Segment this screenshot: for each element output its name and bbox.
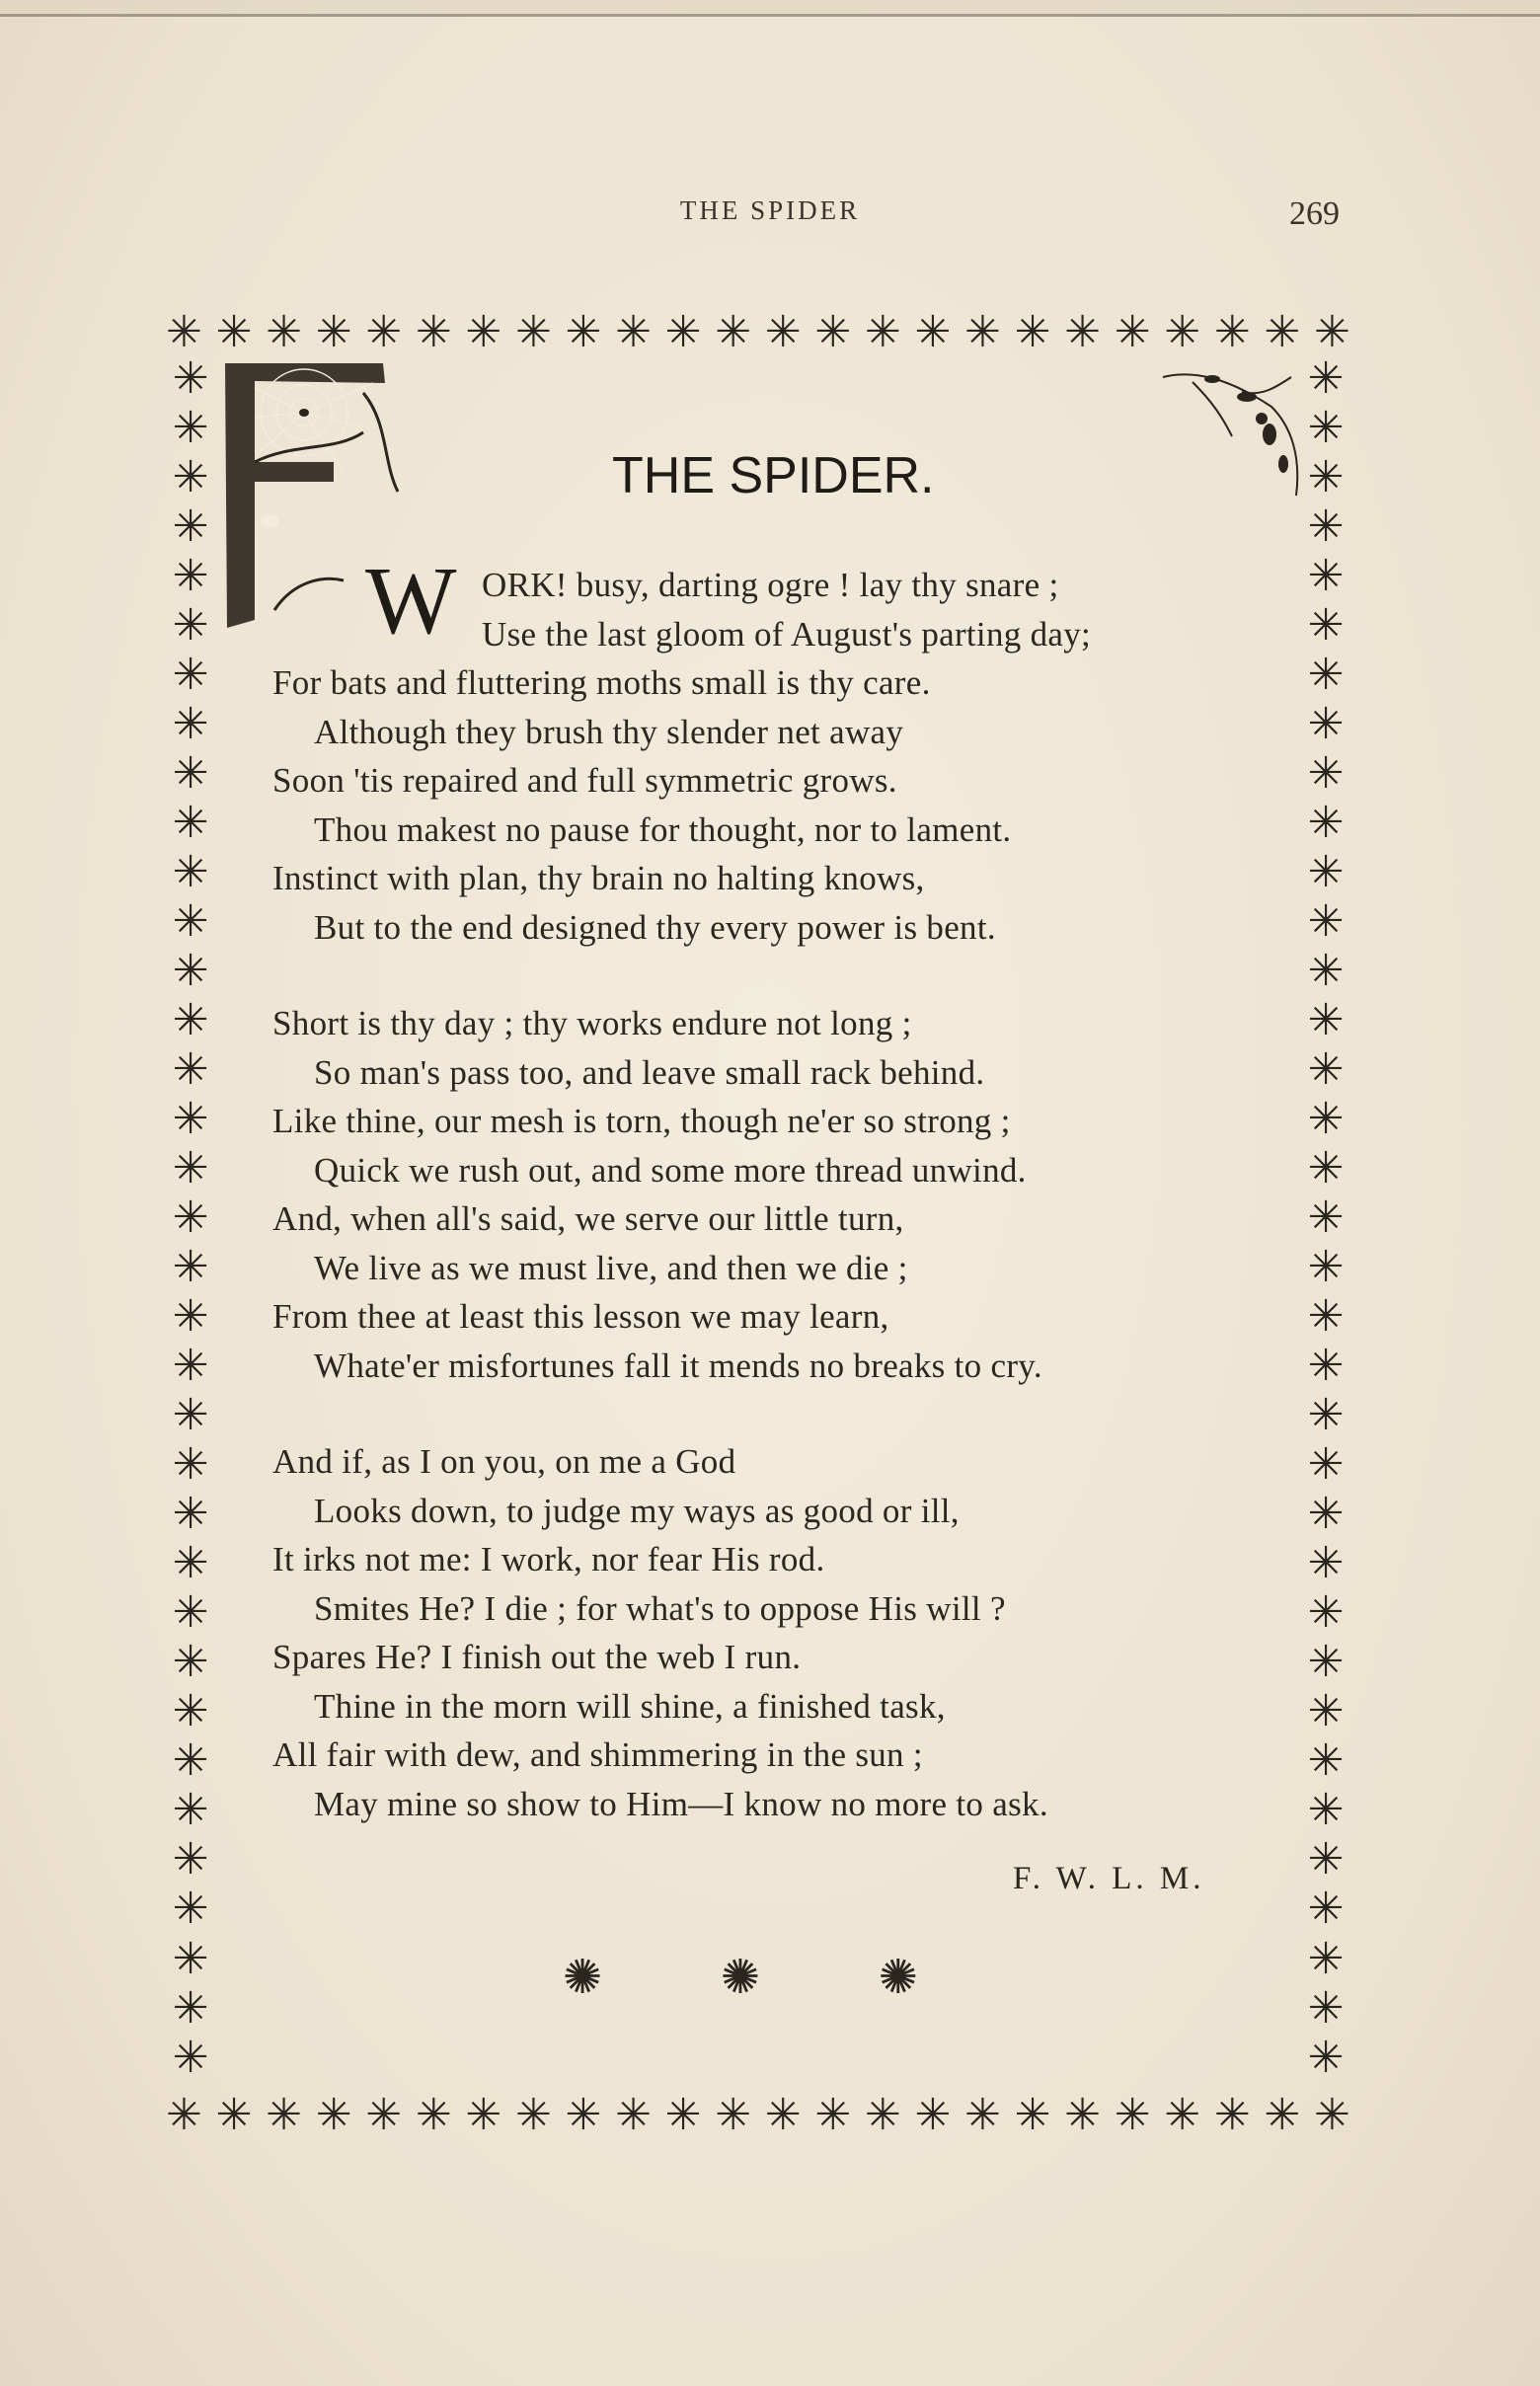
border-star-icon: ✳ — [1307, 2032, 1345, 2083]
border-star-icon: ✳ — [166, 307, 202, 357]
border-star-icon: ✳ — [172, 896, 209, 948]
border-star-icon: ✳ — [1307, 995, 1345, 1046]
border-star-icon: ✳ — [964, 307, 1001, 357]
border-star-icon: ✳ — [266, 307, 302, 357]
border-star-icon: ✳ — [1307, 452, 1345, 503]
border-star-icon: ✳ — [914, 307, 952, 357]
poem-signature: F. W. L. M. — [1013, 1861, 1205, 1896]
border-star-icon: ✳ — [1307, 1242, 1345, 1293]
ornament-icon: ✺ — [720, 1950, 761, 2005]
border-star-icon: ✳ — [365, 307, 403, 357]
border-star-icon: ✳ — [1307, 1291, 1345, 1343]
page-number: 269 — [1289, 195, 1340, 232]
border-star-icon: ✳ — [1014, 307, 1051, 357]
border-star-icon: ✳ — [1307, 1143, 1345, 1194]
border-star-icon: ✳ — [1307, 1933, 1345, 1984]
closing-ornaments — [563, 1950, 918, 2005]
border-star-icon: ✳ — [1307, 1587, 1345, 1639]
border-star-icon: ✳ — [1307, 798, 1345, 849]
border-star-icon: ✳ — [172, 1094, 209, 1145]
border-star-icon: ✳ — [172, 1785, 209, 1836]
border-star-icon: ✳ — [172, 1834, 209, 1886]
border-star-icon: ✳ — [315, 2090, 352, 2140]
poem-line: From thee at least this lesson we may learn, — [272, 1297, 889, 1336]
border-star-icon: ✳ — [465, 2090, 502, 2140]
border-star-icon: ✳ — [172, 1538, 209, 1589]
border-star-icon: ✳ — [172, 1044, 209, 1096]
border-star-icon: ✳ — [1307, 1785, 1345, 1836]
border-star-icon: ✳ — [1307, 1390, 1345, 1441]
border-star-icon: ✳ — [172, 1884, 209, 1935]
border-star-icon: ✳ — [1307, 403, 1345, 454]
border-star-icon: ✳ — [1264, 2090, 1301, 2140]
border-star-icon: ✳ — [172, 748, 209, 800]
poem-line: Use the last gloom of August's parting day; — [482, 614, 1092, 654]
poem-line: All fair with dew, and shimmering in the sun ; — [272, 1735, 923, 1774]
border-star-icon: ✳ — [172, 1933, 209, 1984]
border-star-icon: ✳ — [172, 1143, 209, 1194]
border-star-icon: ✳ — [172, 1587, 209, 1639]
corner-flourish-icon — [1153, 357, 1311, 505]
border-star-icon: ✳ — [1064, 307, 1101, 357]
poem-line: Smites He? I die ; for what's to oppose His will ? — [314, 1588, 1006, 1628]
border-star-icon: ✳ — [172, 452, 209, 503]
poem-title: THE SPIDER. — [612, 447, 935, 504]
border-star-icon: ✳ — [1307, 896, 1345, 948]
border-star-icon: ✳ — [172, 699, 209, 750]
border-star-icon: ✳ — [1014, 2090, 1051, 2140]
poem-line: ORK! busy, darting ogre ! lay thy snare ; — [482, 566, 1059, 604]
page-top-edge — [0, 0, 1540, 17]
border-star-icon: ✳ — [172, 2032, 209, 2083]
border-star-icon: ✳ — [1114, 307, 1151, 357]
poem-body — [272, 561, 1309, 1828]
border-star-icon: ✳ — [565, 2090, 602, 2140]
border-star-icon: ✳ — [1307, 1884, 1345, 1935]
border-star-icon: ✳ — [172, 1489, 209, 1540]
border-star-icon: ✳ — [514, 307, 552, 357]
stanza-gap — [272, 1390, 1309, 1437]
border-star-icon: ✳ — [172, 1341, 209, 1392]
border-star-icon: ✳ — [1307, 1735, 1345, 1787]
border-star-icon: ✳ — [415, 2090, 452, 2140]
border-star-icon: ✳ — [1114, 2090, 1151, 2140]
border-star-icon: ✳ — [1307, 600, 1345, 652]
border-star-icon: ✳ — [1313, 307, 1350, 357]
border-star-icon: ✳ — [172, 1291, 209, 1343]
poem-line: And if, as I on you, on me a God — [272, 1442, 736, 1481]
border-star-icon: ✳ — [365, 2090, 403, 2140]
border-star-icon: ✳ — [1307, 1637, 1345, 1688]
border-star-icon: ✳ — [172, 995, 209, 1046]
running-head: THE SPIDER — [679, 195, 861, 225]
border-star-icon: ✳ — [1064, 2090, 1101, 2140]
poem-line: Soon 'tis repaired and full symmetric grows. — [272, 761, 897, 800]
border-bottom — [166, 2091, 1350, 2140]
border-star-icon: ✳ — [1307, 1341, 1345, 1392]
border-star-icon: ✳ — [172, 946, 209, 997]
poem-line: Spares He? I finish out the web I run. — [272, 1638, 802, 1676]
border-star-icon: ✳ — [172, 403, 209, 454]
border-star-icon: ✳ — [1264, 307, 1301, 357]
border-star-icon: ✳ — [715, 2090, 752, 2140]
border-star-icon: ✳ — [1307, 1094, 1345, 1145]
border-star-icon: ✳ — [514, 2090, 552, 2140]
border-star-icon: ✳ — [1307, 1489, 1345, 1540]
border-star-icon: ✳ — [172, 1735, 209, 1787]
border-star-icon: ✳ — [1213, 307, 1251, 357]
ornament-icon: ✺ — [878, 1950, 918, 2005]
border-star-icon: ✳ — [172, 1242, 209, 1293]
border-star-icon: ✳ — [1307, 1193, 1345, 1244]
poem-line: Thine in the morn will shine, a finished task, — [314, 1686, 946, 1726]
border-star-icon: ✳ — [864, 307, 901, 357]
border-star-icon: ✳ — [1307, 353, 1345, 404]
poem-line: Thou makest no pause for thought, nor to lament. — [314, 809, 1012, 849]
border-star-icon: ✳ — [172, 501, 209, 553]
poem-line: And, when all's said, we serve our little turn, — [272, 1199, 904, 1238]
poem-line: We live as we must live, and then we die ; — [314, 1248, 908, 1287]
border-star-icon: ✳ — [1307, 699, 1345, 750]
border-star-icon: ✳ — [172, 551, 209, 602]
border-star-icon: ✳ — [172, 1193, 209, 1244]
border-star-icon: ✳ — [1307, 551, 1345, 602]
border-star-icon: ✳ — [565, 307, 602, 357]
border-star-icon: ✳ — [1307, 1686, 1345, 1737]
border-star-icon: ✳ — [1213, 2090, 1251, 2140]
border-star-icon: ✳ — [266, 2090, 302, 2140]
border-star-icon: ✳ — [615, 307, 652, 357]
border-star-icon: ✳ — [1307, 1439, 1345, 1491]
border-star-icon: ✳ — [215, 307, 253, 357]
border-star-icon: ✳ — [664, 307, 702, 357]
border-star-icon: ✳ — [864, 2090, 901, 2140]
border-star-icon: ✳ — [814, 2090, 852, 2140]
border-star-icon: ✳ — [715, 307, 752, 357]
border-star-icon: ✳ — [664, 2090, 702, 2140]
poem-line: May mine so show to Him—I know no more to ask. — [314, 1784, 1048, 1823]
border-star-icon: ✳ — [1164, 307, 1201, 357]
border-star-icon: ✳ — [1307, 748, 1345, 800]
border-star-icon: ✳ — [215, 2090, 253, 2140]
border-star-icon: ✳ — [172, 798, 209, 849]
border-star-icon: ✳ — [615, 2090, 652, 2140]
border-star-icon: ✳ — [814, 307, 852, 357]
drop-cap-letter: W — [365, 548, 457, 654]
border-star-icon: ✳ — [172, 1390, 209, 1441]
border-star-icon: ✳ — [172, 353, 209, 404]
border-star-icon: ✳ — [415, 307, 452, 357]
border-star-icon: ✳ — [172, 847, 209, 898]
border-star-icon: ✳ — [964, 2090, 1001, 2140]
border-star-icon: ✳ — [1164, 2090, 1201, 2140]
border-star-icon: ✳ — [764, 307, 802, 357]
border-star-icon: ✳ — [465, 307, 502, 357]
border-star-icon: ✳ — [1307, 847, 1345, 898]
poem-line: It irks not me: I work, nor fear His rod. — [272, 1540, 825, 1578]
border-star-icon: ✳ — [1307, 1834, 1345, 1886]
poem-line: So man's pass too, and leave small rack behind. — [314, 1052, 985, 1092]
border-star-icon: ✳ — [172, 600, 209, 652]
border-star-icon: ✳ — [1307, 650, 1345, 701]
poem-line: Like thine, our mesh is torn, though ne'er so strong ; — [272, 1102, 1011, 1140]
border-star-icon: ✳ — [1307, 1044, 1345, 1096]
border-star-icon: ✳ — [166, 2090, 202, 2140]
border-star-icon: ✳ — [172, 1686, 209, 1737]
stanza-gap — [272, 952, 1309, 999]
poem-line: Instinct with plan, thy brain no halting knows, — [272, 859, 925, 897]
ornament-icon: ✺ — [563, 1950, 603, 2005]
border-star-icon: ✳ — [764, 2090, 802, 2140]
border-star-icon: ✳ — [914, 2090, 952, 2140]
poem-line: Whate'er misfortunes fall it mends no breaks to cry. — [314, 1346, 1042, 1385]
border-star-icon: ✳ — [172, 1637, 209, 1688]
border-star-icon: ✳ — [1313, 2090, 1350, 2140]
border-star-icon: ✳ — [1307, 946, 1345, 997]
border-star-icon: ✳ — [172, 650, 209, 701]
border-star-icon: ✳ — [1307, 1982, 1345, 2034]
poem-line: Short is thy day ; thy works endure not long ; — [272, 1004, 912, 1042]
poem-line: Looks down, to judge my ways as good or ill, — [314, 1491, 960, 1530]
poem-line: For bats and fluttering moths small is thy care. — [272, 663, 931, 702]
poem-line: Quick we rush out, and some more thread unwind. — [314, 1150, 1027, 1190]
border-star-icon: ✳ — [1307, 1538, 1345, 1589]
border-star-icon: ✳ — [315, 307, 352, 357]
border-left — [166, 353, 215, 2083]
border-star-icon: ✳ — [172, 1439, 209, 1491]
border-top — [166, 308, 1350, 357]
border-star-icon: ✳ — [172, 1982, 209, 2034]
poem-line: But to the end designed thy every power is bent. — [314, 907, 996, 947]
border-star-icon: ✳ — [1307, 501, 1345, 553]
poem-line: Although they brush thy slender net away — [314, 712, 904, 751]
